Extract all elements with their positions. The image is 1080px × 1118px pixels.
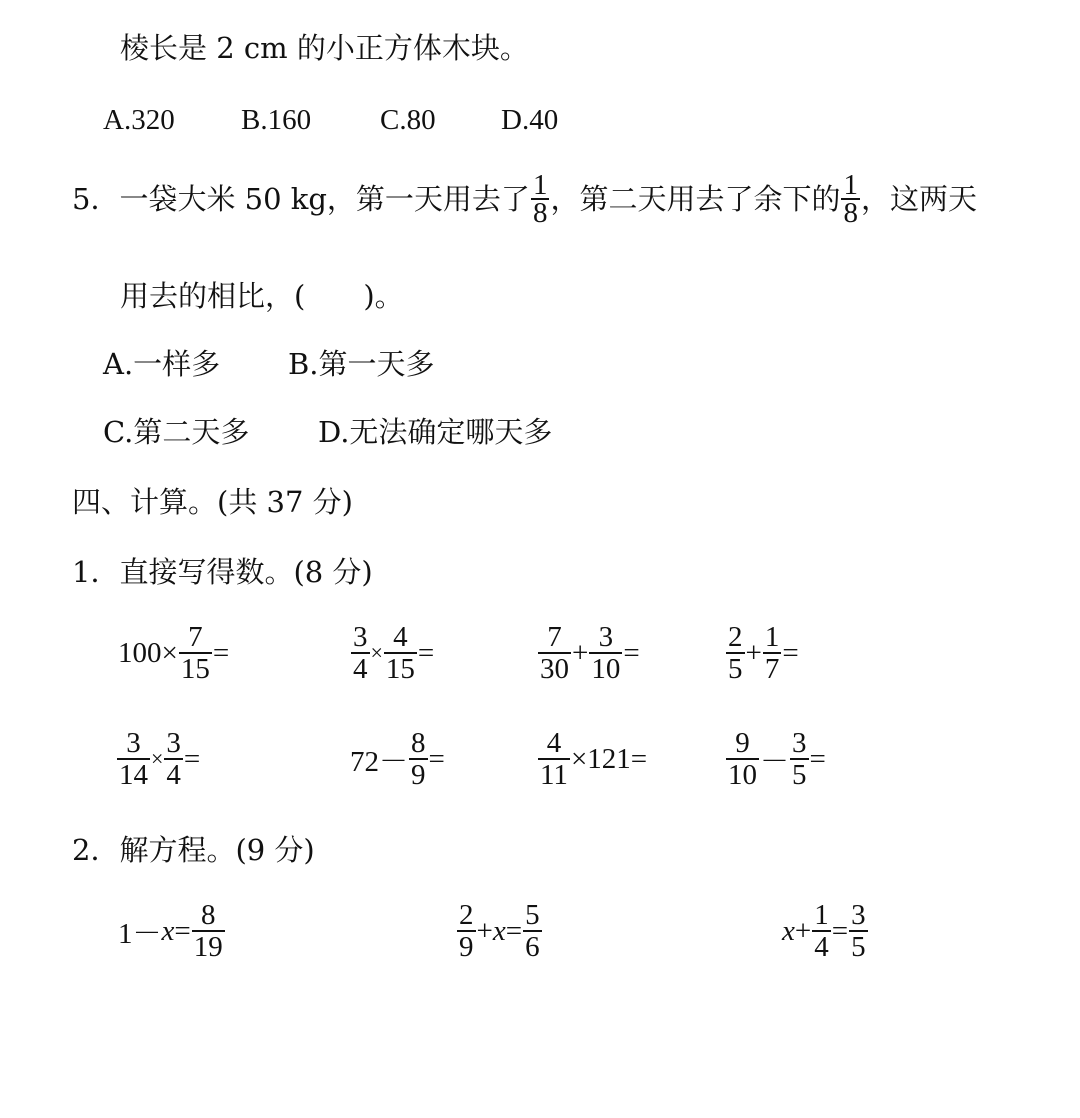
equation-1-den: 19 xyxy=(193,931,223,963)
calc-r2c1-num-1: 3 xyxy=(126,727,141,759)
calc-r1c1 xyxy=(118,622,229,684)
calc-r1c4-eq: = xyxy=(782,636,799,669)
equation-1-fraction xyxy=(192,900,225,962)
calc-r1c4-op: + xyxy=(745,636,762,669)
q5-line1 xyxy=(72,169,977,229)
subsection-2-title: 2．解方程。(9 分) xyxy=(72,833,315,867)
calc-r1c2-fraction-2 xyxy=(384,622,417,684)
calc-r1c4-den-1: 5 xyxy=(728,653,743,685)
equation-2-num-2: 5 xyxy=(525,899,540,931)
q5-fraction-1-num: 1 xyxy=(532,169,548,201)
calc-r1c2 xyxy=(350,622,434,684)
equation-1-num: 8 xyxy=(201,899,216,931)
equation-1-var: x xyxy=(161,914,175,947)
calc-r1c4-fraction-1 xyxy=(726,622,745,684)
q5-fraction-2 xyxy=(841,169,860,229)
calc-r1c2-eq: = xyxy=(417,636,435,669)
calc-r1c1-fraction xyxy=(179,622,212,684)
q4-option-c: C.80 xyxy=(380,104,436,136)
calc-r1c4-num-1: 2 xyxy=(728,621,743,653)
calc-r2c2-eq: = xyxy=(428,742,445,775)
calc-r1c2-fraction-1 xyxy=(351,622,370,684)
calc-r2c1 xyxy=(116,728,200,790)
calc-r1c2-den-2: 15 xyxy=(385,653,415,685)
calc-r1c2-op: × xyxy=(370,640,383,665)
equation-2-den-2: 6 xyxy=(525,931,540,963)
calc-r1c3-num-2: 3 xyxy=(598,621,614,653)
equation-2-op: + xyxy=(476,914,493,947)
calc-r1c1-num: 7 xyxy=(188,621,203,653)
equation-3-op: + xyxy=(794,914,812,947)
q5-option-b: B.第一天多 xyxy=(288,347,435,381)
equation-1 xyxy=(118,900,226,962)
q4-option-a: A.320 xyxy=(103,104,175,136)
q5-option-d: D.无法确定哪天多 xyxy=(318,415,553,449)
calc-r2c1-num-2: 3 xyxy=(166,727,181,759)
calc-r1c3-num-1: 7 xyxy=(547,621,562,653)
calc-r1c3-eq: = xyxy=(623,636,640,669)
calc-r2c4-op: － xyxy=(760,745,790,778)
calc-r1c3-den-2: 10 xyxy=(591,653,621,685)
calc-r1c2-den-1: 4 xyxy=(353,653,368,685)
subsection-1-title: 1．直接写得数。(8 分) xyxy=(72,555,373,589)
calc-r1c1-den: 15 xyxy=(180,653,210,685)
q5-fraction-1-den: 8 xyxy=(532,197,548,229)
calc-r2c3-post: ×121= xyxy=(570,742,648,775)
calc-r1c3-op: + xyxy=(572,636,589,669)
calc-r2c2-num: 8 xyxy=(411,727,426,759)
calc-r2c3-num: 4 xyxy=(546,727,562,759)
equation-3-den-1: 4 xyxy=(814,931,829,963)
equation-2-eq: = xyxy=(505,914,523,947)
calc-r2c1-fraction-2 xyxy=(164,728,183,790)
q5-number: 5． xyxy=(72,182,120,216)
equation-3-num-2: 3 xyxy=(851,899,866,931)
calc-r2c4-num-2: 3 xyxy=(792,727,807,759)
q4-option-b: B.160 xyxy=(241,104,312,136)
calc-r2c2 xyxy=(350,728,445,790)
q5-part2: ，第二天用去了余下的 xyxy=(550,182,841,216)
q5-line2: 用去的相比，( )。 xyxy=(120,279,404,313)
q5-option-c: C.第二天多 xyxy=(103,415,250,449)
equation-3-var: x xyxy=(782,914,795,947)
calc-r2c4-num-1: 9 xyxy=(735,727,750,759)
calc-r2c1-den-1: 14 xyxy=(119,759,148,791)
calc-r2c1-den-2: 4 xyxy=(166,759,181,791)
calc-r1c3-fraction-2 xyxy=(589,622,622,684)
calc-r2c3-fraction xyxy=(538,728,570,790)
calc-r2c4-fraction-1 xyxy=(726,728,759,790)
calc-r1c4-num-2: 1 xyxy=(764,621,780,653)
calc-r2c4-den-1: 10 xyxy=(728,759,757,791)
calc-r2c2-pre: 72－ xyxy=(350,745,409,778)
equation-3-fraction-1 xyxy=(812,900,831,962)
calc-r1c4 xyxy=(725,622,799,684)
equation-1-eq: = xyxy=(174,914,191,947)
q5-part1: 一袋大米 50 kg，第一天用去了 xyxy=(119,182,530,216)
calc-r2c1-op: × xyxy=(151,746,164,771)
q5-part3: ，这两天 xyxy=(860,182,977,216)
section-title: 四、计算。(共 37 分) xyxy=(72,485,353,519)
calc-r1c4-den-2: 7 xyxy=(764,653,780,685)
equation-2-num-1: 2 xyxy=(459,899,474,931)
q4-tail-text: 棱长是 2 cm 的小正方体木块。 xyxy=(120,31,529,65)
calc-r1c2-num-2: 4 xyxy=(393,621,408,653)
calc-r2c2-fraction xyxy=(409,728,428,790)
equation-2-den-1: 9 xyxy=(459,931,474,963)
calc-r1c3 xyxy=(537,622,640,684)
equation-2 xyxy=(456,900,543,962)
calc-r2c4-fraction-2 xyxy=(790,728,809,790)
calc-r2c4 xyxy=(725,728,826,790)
equation-3-den-2: 5 xyxy=(851,931,866,963)
calc-r1c4-fraction-2 xyxy=(763,622,782,684)
calc-r2c4-eq: = xyxy=(809,742,826,775)
q5-fraction-2-den: 8 xyxy=(843,197,858,229)
calc-r2c1-eq: = xyxy=(183,742,201,775)
equation-2-var: x xyxy=(492,914,506,947)
equation-3 xyxy=(782,900,869,962)
equation-3-fraction-2 xyxy=(849,900,868,962)
q5-fraction-2-num: 1 xyxy=(843,169,858,201)
equation-2-fraction-1 xyxy=(457,900,476,962)
equation-2-fraction-2 xyxy=(523,900,542,962)
equation-3-num-1: 1 xyxy=(814,899,829,931)
calc-r1c2-num-1: 3 xyxy=(353,621,368,653)
q4-option-d: D.40 xyxy=(501,104,559,136)
calc-r2c2-den: 9 xyxy=(411,759,426,791)
q5-option-a: A.一样多 xyxy=(103,347,221,381)
q5-fraction-1 xyxy=(531,169,550,229)
calc-r2c4-den-2: 5 xyxy=(792,759,807,791)
equation-3-eq: = xyxy=(831,914,849,947)
calc-r2c3-den: 11 xyxy=(540,759,568,791)
calc-r1c3-den-1: 30 xyxy=(540,653,569,685)
calc-r2c1-fraction-1 xyxy=(117,728,150,790)
calc-r2c3 xyxy=(537,728,647,790)
equation-1-pre: 1－ xyxy=(118,917,162,950)
calc-r1c1-eq: = xyxy=(212,636,230,669)
calc-r1c1-pre: 100× xyxy=(118,636,178,669)
calc-r1c3-fraction-1 xyxy=(538,622,571,684)
